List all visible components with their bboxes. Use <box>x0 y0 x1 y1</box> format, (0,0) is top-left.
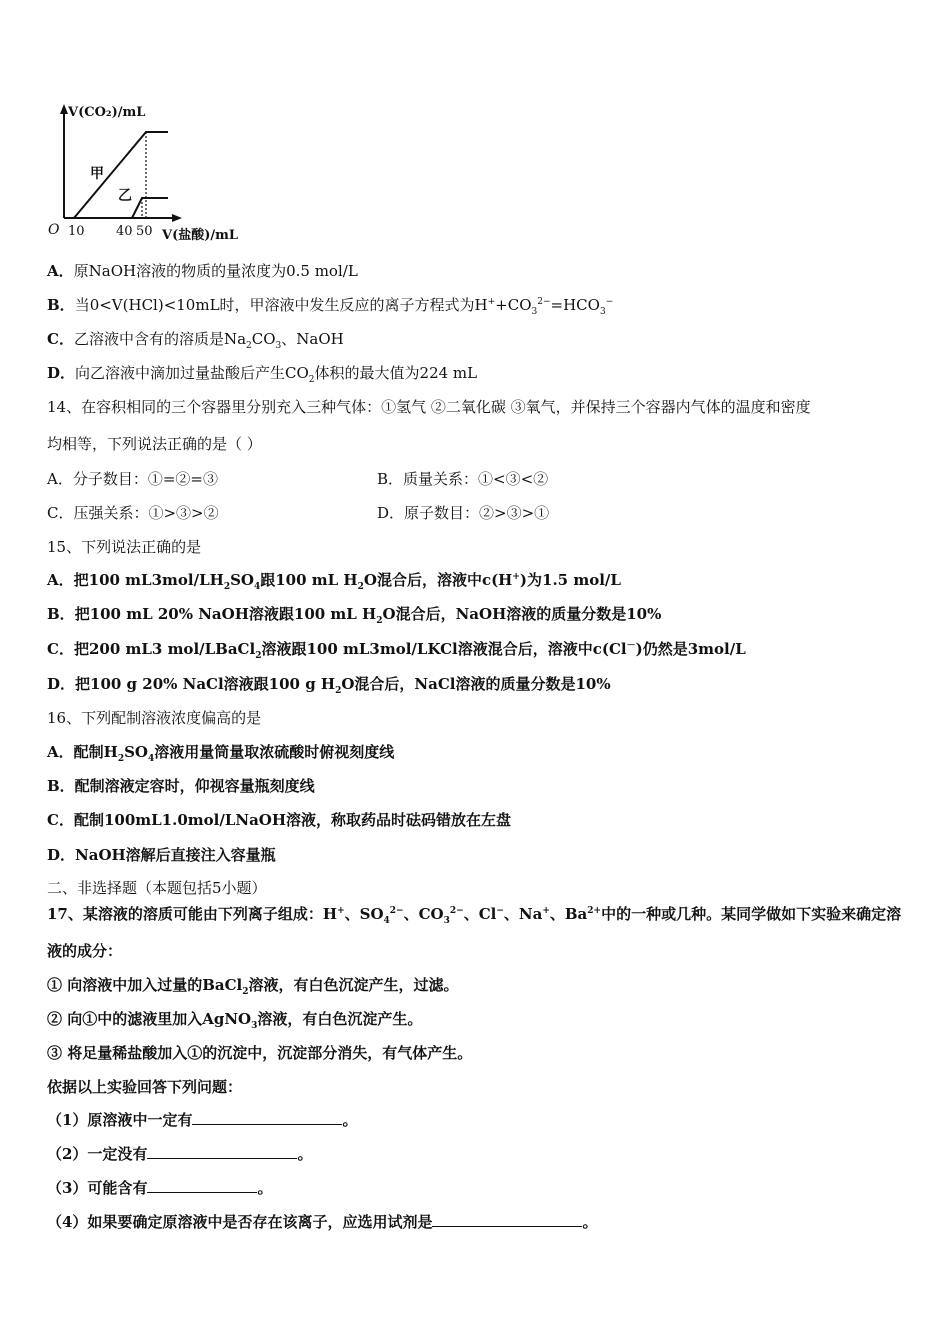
stem-text: 、Ba <box>549 905 588 923</box>
superscript: 2+ <box>587 906 602 916</box>
subquestion-end: 。 <box>342 1111 358 1129</box>
subscript: 2 <box>357 582 364 592</box>
option-text: 配制H <box>73 743 118 761</box>
subscript: 2 <box>376 616 383 626</box>
q13-option-b <box>47 295 613 315</box>
subscript: 2 <box>242 987 249 997</box>
option-text: =HCO <box>550 296 600 314</box>
q14-options-row1 <box>47 469 907 489</box>
subquestion-label: （4）如果要确定原溶液中是否存在该离子，应选用试剂是 <box>47 1213 433 1231</box>
q17-subquestion-2 <box>47 1144 312 1164</box>
superscript: − <box>496 906 504 916</box>
q13-option-c <box>47 329 344 349</box>
subquestion-label: （2）一定没有 <box>47 1145 148 1163</box>
q15-option-d <box>47 674 611 694</box>
subquestion-end: 。 <box>297 1145 313 1163</box>
q17-prompt: 依据以上实验回答下列问题： <box>47 1078 243 1096</box>
q17-stem-line1 <box>47 904 901 924</box>
superscript: + <box>512 572 520 582</box>
subscript: 2 <box>223 582 231 592</box>
q16-option-a <box>47 742 394 762</box>
q16-option-b: B．配制溶液定容时，仰视容量瓶刻度线 <box>47 777 315 795</box>
option-text: 溶液跟100 mL3mol/LKCl溶液混合后，溶液中c(Cl <box>261 640 627 658</box>
answer-blank[interactable] <box>192 1110 342 1125</box>
subscript: 2 <box>308 375 315 385</box>
q17-step-3: ③ 将足量稀盐酸加入①的沉淀中，沉淀部分消失，有气体产生。 <box>47 1044 473 1062</box>
step-text: 溶液，有白色沉淀产生，过滤。 <box>248 976 459 994</box>
option-text: 体积的最大值为224 mL <box>314 364 478 382</box>
stem-text: 17、某溶液的溶质可能由下列离子组成：H <box>47 905 338 923</box>
option-text: 当0<V(HCl)<10mL时，甲溶液中发生反应的离子方程式为H <box>74 296 488 314</box>
superscript: 2− <box>449 906 464 916</box>
stem-text: 、SO <box>344 905 384 923</box>
superscript: + <box>487 297 496 307</box>
superscript: + <box>337 906 345 916</box>
option-text: O混合后，溶液中c(H <box>363 571 513 589</box>
q14-option-c: C．压强关系：①>③>② <box>47 504 219 522</box>
step-text: ② 向①中的滤液里加入AgNO <box>47 1010 252 1028</box>
tick-label-40: 40 <box>116 224 133 239</box>
option-letter: A． <box>47 571 74 589</box>
option-text: 溶液用量筒量取浓硫酸时俯视刻度线 <box>154 743 395 761</box>
q15-option-a <box>47 570 621 590</box>
subscript: 4 <box>383 916 390 926</box>
option-letter: C． <box>47 640 74 658</box>
option-letter: D． <box>47 364 76 382</box>
curve-yi-label: 乙 <box>118 188 132 204</box>
option-text: 跟100 mL H <box>260 571 358 589</box>
option-letter: B． <box>47 605 75 623</box>
x-axis-label: V(盐酸)/mL <box>162 228 239 243</box>
answer-blank[interactable] <box>147 1144 297 1159</box>
subquestion-end: 。 <box>582 1213 598 1231</box>
x-axis-arrow <box>172 214 182 222</box>
option-text: CO <box>251 330 276 348</box>
tick-label-10: 10 <box>68 224 85 239</box>
q14-option-d: D．原子数目：②>③>① <box>377 504 550 522</box>
subscript: 2 <box>255 651 262 661</box>
subquestion-label: （3）可能含有 <box>47 1179 148 1197</box>
subquestion-end: 。 <box>257 1179 273 1197</box>
q17-step-1 <box>47 975 459 995</box>
superscript: − <box>605 297 614 307</box>
option-letter: D． <box>47 675 76 693</box>
option-text: )为1.5 mol/L <box>519 571 621 589</box>
q13-option-a <box>47 261 358 281</box>
tick-label-50: 50 <box>136 224 153 239</box>
superscript: 2− <box>389 906 404 916</box>
subscript: 2 <box>246 341 252 351</box>
subscript: 2 <box>117 754 125 764</box>
subscript: 3 <box>275 341 282 351</box>
y-axis-arrow <box>60 104 68 114</box>
option-letter: A． <box>47 262 74 280</box>
curve-yi-line <box>132 198 168 218</box>
option-text: 把100 mL 20% NaOH溶液跟100 mL H <box>74 605 377 623</box>
option-letter: A． <box>47 743 74 761</box>
answer-blank[interactable] <box>147 1178 257 1193</box>
option-text: O混合后，NaCl溶液的质量分数是10% <box>341 675 611 693</box>
subquestion-label: （1）原溶液中一定有 <box>47 1111 193 1129</box>
q17-subquestion-3 <box>47 1178 272 1198</box>
subscript: 3 <box>443 916 450 926</box>
subscript: 3 <box>531 307 538 317</box>
subscript: 2 <box>335 686 342 696</box>
q14-option-b: B．质量关系：①<③<② <box>377 470 549 488</box>
q16-option-c: C．配制100mL1.0mol/LNaOH溶液，称取药品时砝码错放在左盘 <box>47 811 512 829</box>
q16-option-d: D．NaOH溶解后直接注入容量瓶 <box>47 846 276 864</box>
option-text: 把100 mL3mol/LH <box>73 571 224 589</box>
stem-text: 、Cl <box>463 905 497 923</box>
subscript: 3 <box>251 1021 258 1031</box>
q15-option-c <box>47 639 746 659</box>
step-text: 溶液，有白色沉淀产生。 <box>257 1010 423 1028</box>
q17-stem-line2: 液的成分： <box>47 942 123 960</box>
q15-option-b <box>47 604 661 624</box>
q14-stem-line2: 均相等，下列说法正确的是（ ） <box>47 435 262 453</box>
option-text: SO <box>124 743 148 761</box>
option-text: +CO <box>495 296 532 314</box>
q16-stem: 16、下列配制溶液浓度偏高的是 <box>47 709 262 727</box>
q14-stem-line1: 14、在容积相同的三个容器里分别充入三种气体：①氢气 ②二氧化碳 ③氧气，并保持三个容器内气体的温度和密度 <box>47 398 811 416</box>
option-text: 把200 mL3 mol/LBaCl <box>73 640 256 658</box>
subscript: 4 <box>253 582 261 592</box>
option-text: 向乙溶液中滴加过量盐酸后产生CO <box>75 364 309 382</box>
q17-subquestion-4 <box>47 1212 597 1232</box>
option-text: 原NaOH溶液的物质的量浓度为0.5 mol/L <box>73 262 358 280</box>
superscript: 2− <box>537 297 551 307</box>
option-text: SO <box>230 571 254 589</box>
answer-blank[interactable] <box>432 1212 582 1227</box>
option-text: )仍然是3mol/L <box>635 640 746 658</box>
option-text: 、NaOH <box>281 330 344 348</box>
option-letter: B． <box>47 296 75 314</box>
section-title: 二、非选择题（本题包括5小题） <box>47 879 267 897</box>
option-text: 乙溶液中含有的溶质是Na <box>73 330 247 348</box>
q14-options-row2 <box>47 503 907 523</box>
stem-text: 、CO <box>403 905 444 923</box>
q17-step-2 <box>47 1009 422 1029</box>
subscript: 4 <box>148 754 155 764</box>
q14-option-a: A．分子数目：①=②=③ <box>47 470 218 488</box>
stem-text: 、Na <box>503 905 543 923</box>
superscript: － <box>626 641 636 651</box>
q15-stem: 15、下列说法正确的是 <box>47 538 202 556</box>
option-text: 把100 g 20% NaCl溶液跟100 g H <box>75 675 336 693</box>
option-text: O混合后，NaOH溶液的质量分数是10% <box>382 605 662 623</box>
y-axis-label: V(CO₂)/mL <box>68 105 146 120</box>
origin-label: O <box>48 222 60 238</box>
curve-jia-line <box>74 132 168 218</box>
q17-subquestion-1 <box>47 1110 357 1130</box>
stem-text: 中的一种或几种。某同学做如下实验来确定溶 <box>601 905 902 923</box>
curve-jia-label: 甲 <box>90 166 104 182</box>
option-letter: C． <box>47 330 74 348</box>
subscript: 3 <box>599 307 606 317</box>
co2-volume-graph <box>46 100 256 245</box>
superscript: + <box>542 906 550 916</box>
step-text: ① 向溶液中加入过量的BaCl <box>47 976 243 994</box>
q13-option-d <box>47 363 477 383</box>
